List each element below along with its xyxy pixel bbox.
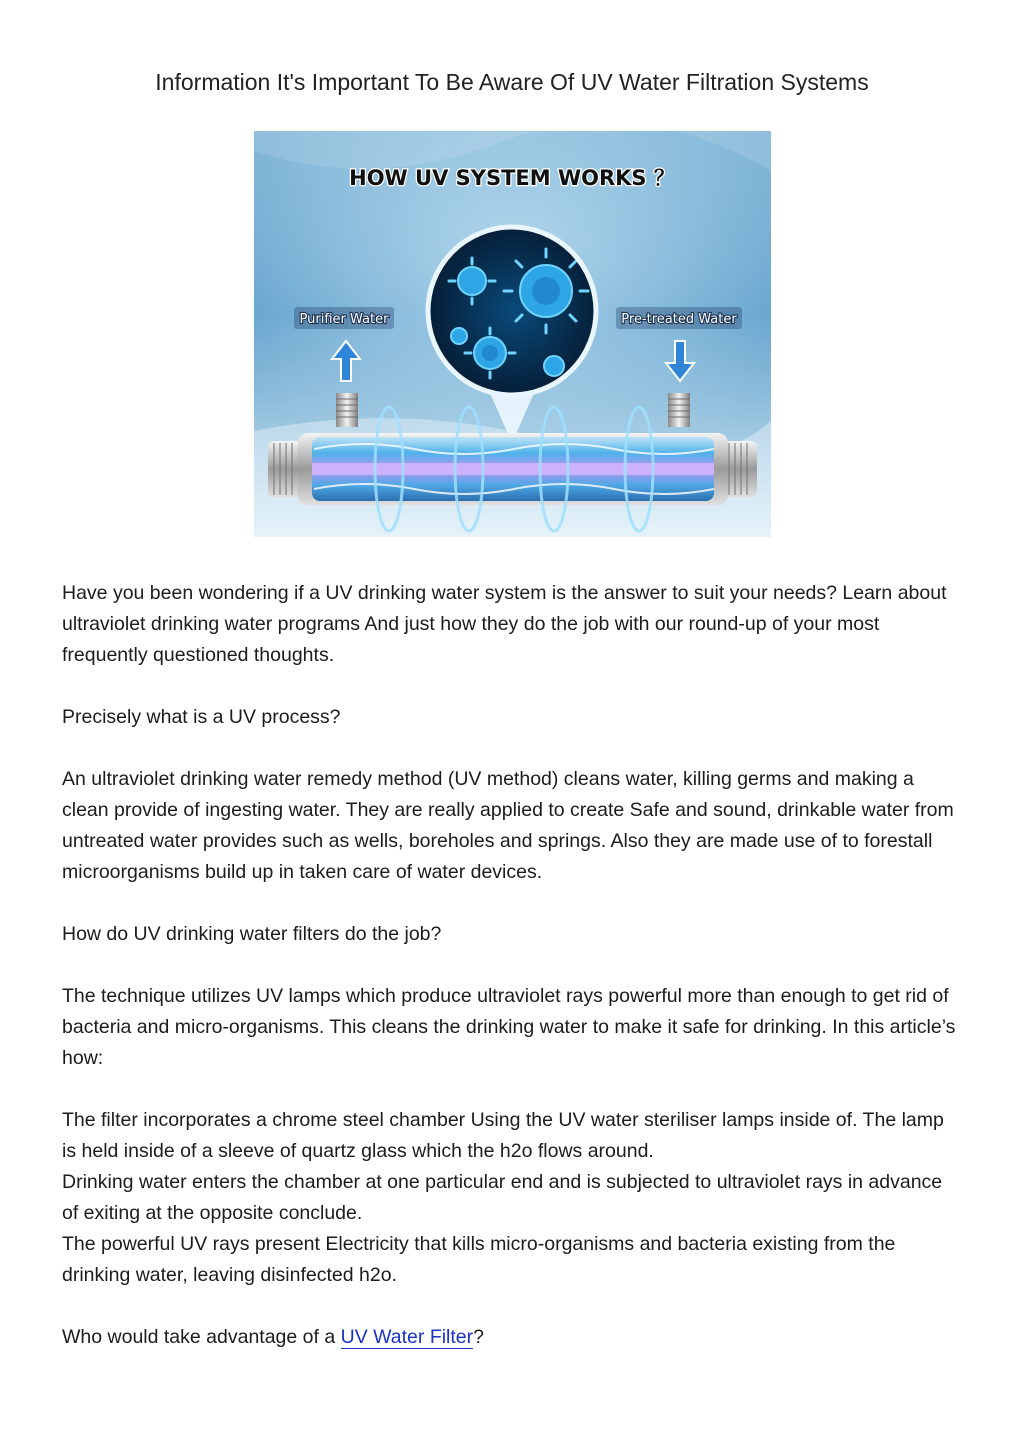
- svg-text:Pre-treated Water: Pre-treated Water: [621, 312, 737, 327]
- outlet-pipe: [336, 393, 358, 427]
- uv-water-filter-link[interactable]: UV Water Filter: [340, 1326, 474, 1348]
- question-what-is-uv: Precisely what is a UV process?: [62, 706, 341, 728]
- pre-treated-water-label: [616, 307, 742, 329]
- step-uv-rays: The powerful UV rays present Electricity that kills micro-organisms and bacteria existing from the drinking water, leaving disinfected h2o.: [62, 1233, 896, 1286]
- answer-what-is-uv: An ultraviolet drinking water remedy method (UV method) cleans water, killing germs and making a clean provide of ingesting water. They are really applied to create Safe and sound, drinkable water from untreated water provides such as wells, boreholes and springs. Also they are made use of to forestall microorganisms build up in taken care of water devices.: [62, 768, 954, 883]
- uv-system-illustration: [254, 131, 771, 537]
- question-who-benefits-suffix: ?: [473, 1326, 485, 1348]
- step-chamber: The filter incorporates a chrome steel chamber Using the UV water steriliser lamps inside of. The lamp is held inside of a sleeve of quartz glass which the h2o flows around.: [62, 1109, 944, 1162]
- svg-text:Purifier Water: Purifier Water: [299, 312, 389, 327]
- question-who-benefits: [62, 1322, 962, 1353]
- question-who-benefits-prefix: Who would take advantage of a: [62, 1326, 341, 1348]
- purifier-water-label: [294, 307, 394, 329]
- page-title: Information It's Important To Be Aware Of UV Water Filtration Systems: [155, 69, 869, 95]
- uv-system-diagram-image: [254, 131, 771, 537]
- article-body: [62, 578, 962, 1384]
- answer-how-filters-work: The technique utilizes UV lamps which produce ultraviolet rays powerful more than enough to get rid of bacteria and micro-organisms. This cleans the drinking water to make it safe for drinking. In this article’s how:: [62, 985, 956, 1069]
- step-water-enters: Drinking water enters the chamber at one particular end and is subjected to ultraviolet rays in advance of exiting at the opposite conclude.: [62, 1171, 943, 1224]
- inlet-pipe: [668, 393, 690, 427]
- question-how-filters-work: How do UV drinking water filters do the job?: [62, 923, 442, 945]
- diagram-heading: HOW UV SYSTEM WORKS ？: [349, 166, 675, 190]
- intro-paragraph: Have you been wondering if a UV drinking water system is the answer to suit your needs? Learn about ultraviolet drinking water programs And just how they do the job with our round-up of your most frequently questioned thoughts.: [62, 582, 947, 666]
